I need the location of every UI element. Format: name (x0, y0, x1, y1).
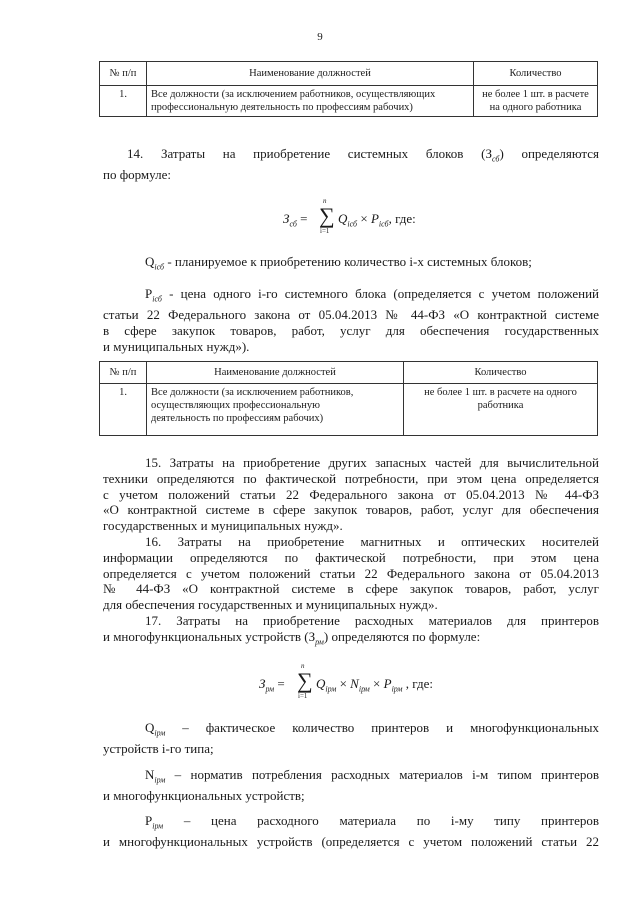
paragraph-line: информации определяются по фактической потребности, при этом цена (103, 549, 599, 565)
p17-text: и многофункциональных устройств (З (103, 628, 316, 644)
col-position-header: Наименование должностей (147, 62, 474, 86)
paragraph-line (103, 146, 599, 167)
table-header-row (100, 362, 598, 384)
row-position-line: профессиональную деятельность по профессиям рабочих) (151, 102, 413, 113)
sum-symbol: ∑ (319, 203, 335, 228)
paragraph-line: «О контрактной системе в сфере закупок товаров, работ, услуг для обеспечения (103, 502, 599, 518)
p14-text: 14. Затраты на приобретение системных блоков (З (127, 146, 492, 161)
definition-p-rm (103, 813, 599, 850)
def-text: - цена одного i-го системного блока (определяется с учетом положений (161, 286, 599, 301)
paragraph-line: и многофункциональных устройств (определяется с учетом положений статьи 22 (103, 834, 599, 850)
formula-times: × (357, 211, 371, 226)
paragraph-line: техники определяются по фактической потребности, при этом цена определяется (103, 470, 599, 486)
table-row (100, 384, 598, 436)
definition-q-sb (103, 254, 599, 275)
row-position-line: осуществляющих профессиональную (151, 400, 320, 411)
def-text: – цена расходного материала по i-му типу принтеров (163, 813, 599, 828)
row-quantity-line: не более 1 шт. в расчете (482, 89, 589, 100)
formula-p: P (370, 211, 379, 226)
col-number-header: № п/п (100, 62, 147, 86)
positions-table-1 (99, 61, 598, 117)
formula-system-blocks (283, 197, 443, 239)
formula-lhs: З (259, 676, 266, 691)
p14-sub: сб (491, 154, 500, 164)
def-symbol: P (145, 286, 153, 301)
row-position-line: Все должности (за исключением работников, осуществляющих (151, 89, 436, 100)
row-quantity-line: работника (477, 400, 524, 411)
def-text: – норматив потребления расходных материалов i-м типом принтеров (165, 767, 599, 782)
positions-table-2 (99, 361, 598, 436)
formula-q: Q (316, 676, 326, 691)
paragraph-14 (103, 146, 599, 183)
def-symbol-sub: iрм (152, 821, 164, 831)
def-symbol: N (145, 767, 155, 782)
sum-symbol: ∑ (297, 668, 313, 693)
col-quantity-header: Количество (474, 62, 598, 86)
col-position-header: Наименование должностей (147, 362, 404, 384)
paragraph-line: по формуле: (103, 167, 171, 183)
row-quantity (404, 384, 598, 436)
sum-lower-limit: i=1 (298, 692, 308, 700)
formula-n: N (350, 676, 359, 691)
paragraph-line: государственных и муниципальных нужд». (103, 518, 343, 534)
formula-lhs: З (283, 211, 290, 226)
row-quantity-line: на одного работника (489, 102, 582, 113)
def-symbol: Q (145, 720, 155, 735)
row-number: 1. (100, 86, 147, 117)
formula-p-sub: iрм (391, 684, 403, 694)
paragraph-line: определяется с учетом положений статьи 22 Федерального закона от 05.04.2013 (103, 565, 599, 581)
col-quantity-header: Количество (404, 362, 598, 384)
paragraph-line: в сфере закупок товаров, работ, услуг для обеспечения государственных (103, 323, 599, 339)
col-number-header: № п/п (100, 362, 147, 384)
paragraph-line: для обеспечения государственных и муниципальных нужд». (103, 597, 438, 613)
def-symbol-sub: iсб (152, 294, 162, 304)
formula-q: Q (338, 211, 348, 226)
row-position-line: деятельность по профессиям рабочих) (151, 413, 324, 424)
row-position-line: Все должности (за исключением работников, (151, 387, 354, 398)
paragraph-line: устройств i-го типа; (103, 741, 214, 757)
formula-eq: = (274, 676, 285, 691)
paragraph-line: статьи 22 Федерального закона от 05.04.2013 № 44-ФЗ «О контрактной системе (103, 307, 599, 323)
definition-n-rm (103, 767, 599, 804)
paragraph-17 (103, 613, 599, 650)
formula-q-sub: iрм (325, 684, 337, 694)
formula-n-sub: iрм (358, 684, 370, 694)
definition-q-rm (103, 720, 599, 757)
formula-p-sub: iсб (378, 219, 389, 229)
paragraph-line: № 44-ФЗ «О контрактной системе в сфере закупок товаров, работ, услуг (103, 581, 599, 597)
formula-q-sub: iсб (347, 219, 358, 229)
row-quantity-line: не более 1 шт. в расчете на одного (424, 387, 577, 398)
row-position (147, 384, 404, 436)
table-row (100, 86, 598, 117)
def-symbol: P (145, 813, 153, 828)
row-number: 1. (100, 384, 147, 436)
paragraph-15 (103, 455, 599, 534)
def-symbol: Q (145, 254, 155, 269)
paragraph-line: 16. Затраты на приобретение магнитных и оптических носителей (145, 534, 599, 549)
formula-eq: = (296, 211, 308, 226)
formula-tail: , где: (388, 211, 416, 226)
paragraph-line: с учетом положений статьи 22 Федерального закона от 05.04.2013 № 44-ФЗ (103, 486, 599, 502)
def-symbol-sub: iрм (154, 728, 166, 738)
def-text: – фактическое количество принтеров и многофункциональных (165, 720, 599, 735)
p14-end: ) определяются (499, 146, 599, 161)
sum-upper-limit: n (323, 197, 327, 205)
page-number: 9 (317, 31, 323, 43)
formula-lhs-sub: рм (265, 684, 275, 694)
paragraph-line: и муниципальных нужд»). (103, 338, 250, 354)
p17-end: ) определяются по формуле: (323, 628, 481, 644)
sum-upper-limit: n (301, 662, 305, 670)
paragraph-line: и многофункциональных устройств; (103, 788, 305, 804)
formula-lhs-sub: сб (289, 219, 297, 229)
def-symbol-sub: iсб (154, 262, 165, 272)
p17-sub: рм (315, 637, 324, 647)
row-position (147, 86, 474, 117)
def-text: - планируемое к приобретению количество i-х системных блоков; (164, 254, 532, 269)
sum-lower-limit: i=1 (320, 227, 330, 235)
def-symbol-sub: iрм (154, 775, 166, 785)
paragraph-line: 17. Затраты на приобретение расходных материалов для принтеров (145, 613, 599, 628)
formula-tail: , где: (402, 676, 433, 691)
formula-p: P (383, 676, 392, 691)
formula-times: × (369, 676, 384, 691)
table-header-row (100, 62, 598, 86)
definition-p-sb (103, 286, 599, 355)
row-quantity (474, 86, 598, 117)
paragraph-line: 15. Затраты на приобретение других запасных частей для вычислительной (145, 455, 599, 470)
formula-times: × (336, 676, 351, 691)
formula-consumables (259, 662, 469, 704)
paragraph-16 (103, 534, 599, 613)
